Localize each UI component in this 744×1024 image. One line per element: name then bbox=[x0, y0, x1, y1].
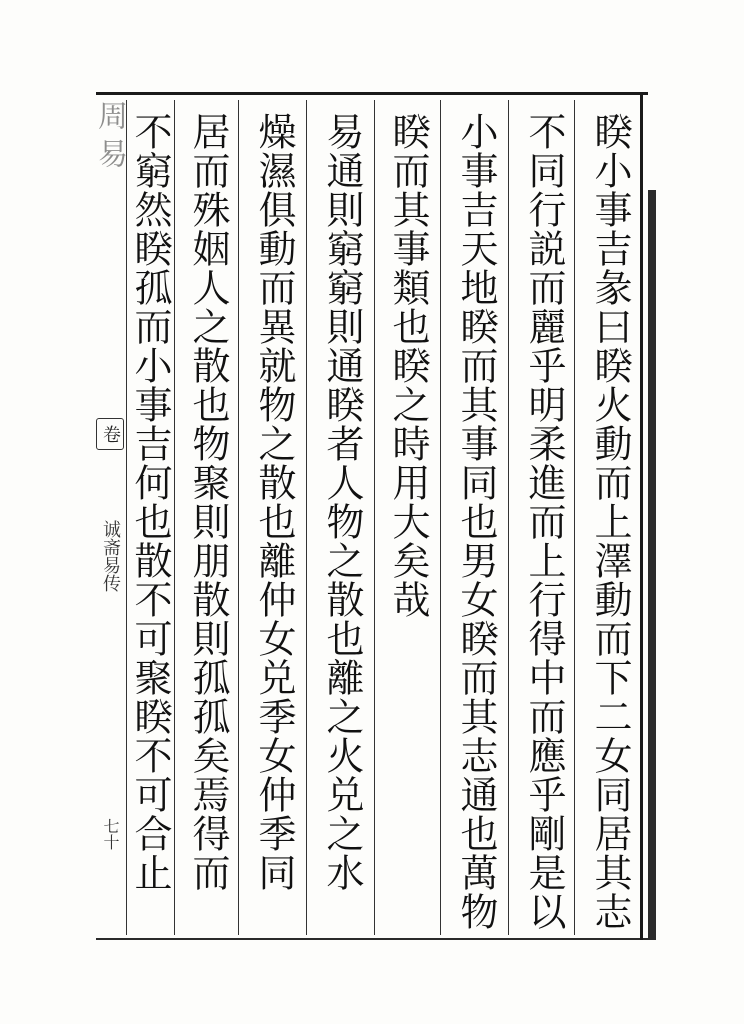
margin-book-title: 周易 bbox=[92, 100, 127, 176]
column-rule bbox=[174, 100, 175, 935]
column-rule bbox=[440, 100, 441, 935]
text-column-7: 居而殊姻人之散也物聚則朋散則孤孤矣焉得而 bbox=[186, 112, 230, 892]
text-column-4: 睽而其事類也睽之時用大矣哉 bbox=[386, 112, 430, 619]
text-column-3: 小事吉天地睽而其事同也男女睽而其志通也萬物 bbox=[454, 112, 498, 931]
margin-source-label: 诚斋易传 bbox=[100, 520, 121, 592]
frame-right-border bbox=[640, 92, 643, 940]
text-column-2: 不同行説而麗乎明柔進而上行得中而應乎剛是以 bbox=[522, 112, 566, 931]
margin-juan-label: 卷 bbox=[96, 418, 124, 450]
text-column-1: 睽小事吉彖曰睽火動而上澤動而下二女同居其志 bbox=[588, 112, 632, 931]
column-rule bbox=[238, 100, 239, 935]
column-rule bbox=[574, 100, 575, 935]
column-rule bbox=[126, 100, 127, 935]
margin-column bbox=[92, 100, 127, 930]
text-column-6: 燥濕俱動而異就物之散也離仲女兑季女仲季同 bbox=[252, 112, 296, 892]
column-rule bbox=[306, 100, 307, 935]
frame-top-border bbox=[96, 92, 648, 95]
page-edge-shadow bbox=[648, 190, 656, 940]
text-column-5: 易通則窮窮則通睽者人物之散也離之火兑之水 bbox=[320, 112, 364, 892]
margin-page-number: 七十 bbox=[101, 818, 120, 850]
frame-bottom-border bbox=[96, 938, 648, 940]
column-rule bbox=[508, 100, 509, 935]
column-rule bbox=[374, 100, 375, 935]
text-column-8: 不窮然睽孤而小事吉何也散不可聚睽不可合止 bbox=[128, 112, 172, 892]
